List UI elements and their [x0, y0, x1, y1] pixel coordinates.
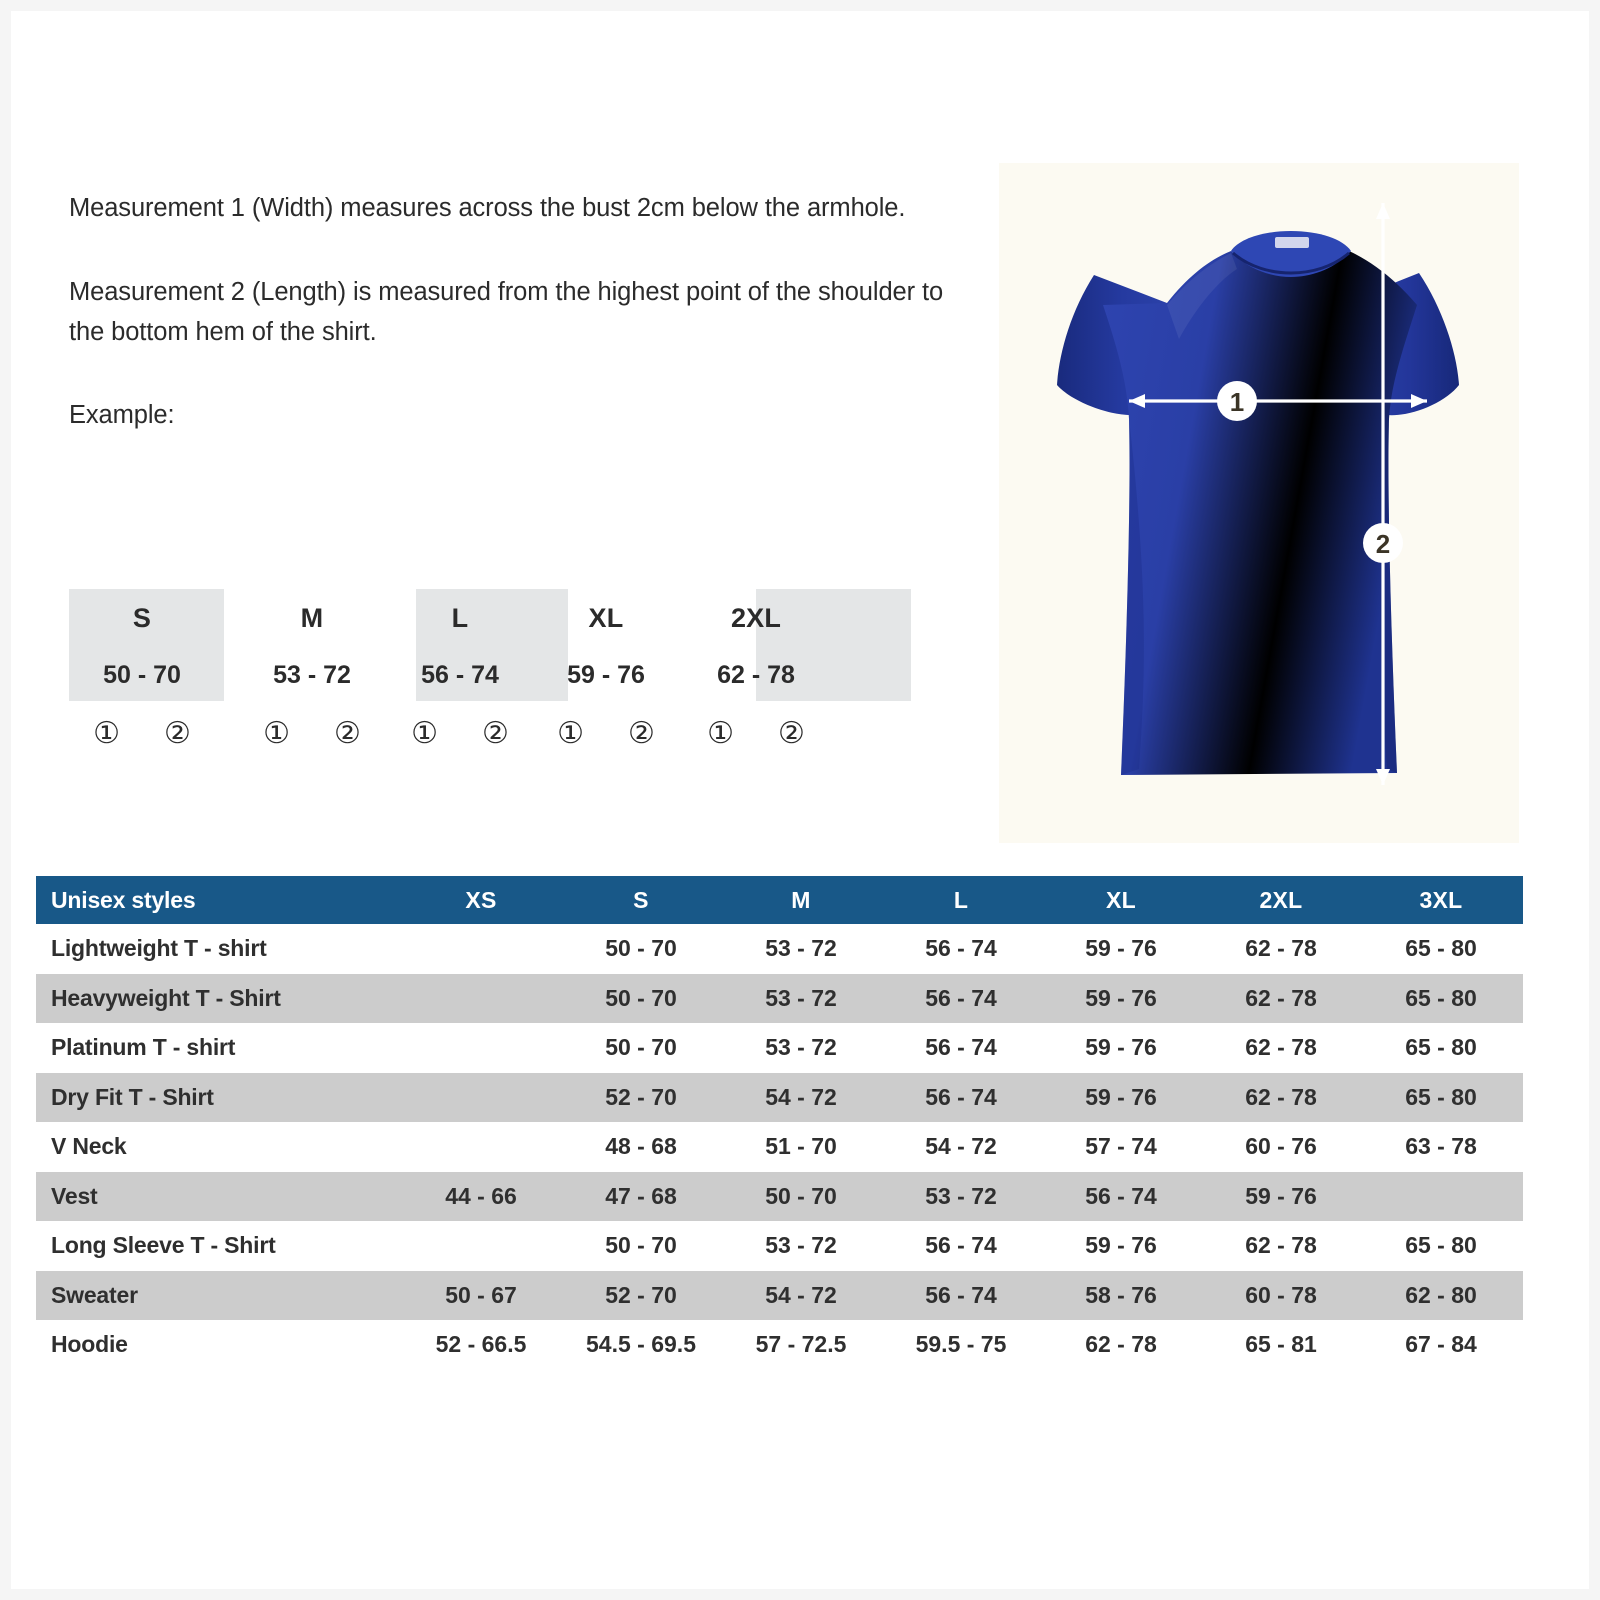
row-value-m: 57 - 72.5 [755, 1331, 847, 1358]
row-value-2xl: 62 - 78 [1245, 1083, 1317, 1110]
example-marks [239, 719, 385, 749]
row-style-name: Platinum T - shirt [51, 1034, 236, 1061]
example-marks [69, 719, 215, 749]
table-row [36, 1271, 1523, 1321]
row-value-l: 56 - 74 [925, 984, 997, 1011]
row-value-s: 50 - 70 [605, 1232, 677, 1259]
size-chart-table [36, 876, 1523, 1370]
row-value-3xl: 62 - 80 [1405, 1281, 1477, 1308]
row-value-xl: 57 - 74 [1085, 1133, 1157, 1160]
column-header-xl: XL [1106, 886, 1136, 913]
example-size-range: 53 - 72 [273, 661, 351, 689]
example-size-range: 50 - 70 [103, 661, 181, 689]
row-value-3xl: 65 - 80 [1405, 1034, 1477, 1061]
row-value-3xl: 65 - 80 [1405, 984, 1477, 1011]
measurement-1-circle-icon: ① [557, 717, 584, 750]
example-marks [533, 719, 679, 749]
table-row [36, 1320, 1523, 1370]
row-value-xs: 44 - 66 [445, 1182, 517, 1209]
row-value-xl: 62 - 78 [1085, 1331, 1157, 1358]
measurement-2-circle-icon: ② [628, 717, 655, 750]
row-style-name: Long Sleeve T - Shirt [51, 1232, 276, 1259]
example-size-label: S [132, 603, 152, 633]
example-size-range: 62 - 78 [717, 661, 795, 689]
measurement-1-circle-icon: ① [411, 717, 438, 750]
row-value-l: 56 - 74 [925, 1281, 997, 1308]
row-value-3xl: 63 - 78 [1405, 1133, 1477, 1160]
row-value-2xl: 65 - 81 [1245, 1331, 1317, 1358]
table-header-row [36, 876, 1523, 924]
row-value-s: 50 - 70 [605, 1034, 677, 1061]
row-value-xs: 52 - 66.5 [435, 1331, 527, 1358]
neck-label-icon [1275, 237, 1309, 248]
row-value-m: 54 - 72 [765, 1281, 837, 1308]
row-value-2xl: 62 - 78 [1245, 984, 1317, 1011]
row-value-3xl: 65 - 80 [1405, 1083, 1477, 1110]
example-size-label: M [300, 603, 324, 633]
example-label: Example: [69, 401, 175, 430]
row-style-name: V Neck [51, 1133, 127, 1160]
row-value-l: 56 - 74 [925, 1083, 997, 1110]
row-style-name: Sweater [51, 1281, 138, 1308]
table-row [36, 1172, 1523, 1222]
example-size-range: 56 - 74 [421, 661, 499, 689]
row-value-s: 50 - 70 [605, 984, 677, 1011]
row-value-2xl: 60 - 76 [1245, 1133, 1317, 1160]
tshirt-measurement-diagram [999, 163, 1519, 843]
table-row [36, 974, 1523, 1024]
row-value-xl: 59 - 76 [1085, 1232, 1157, 1259]
measurement-2-badge-label: 2 [1375, 529, 1391, 559]
column-header-xs: XS [465, 886, 497, 913]
example-size-range: 59 - 76 [567, 661, 645, 689]
table-row [36, 1073, 1523, 1123]
row-style-name: Hoodie [51, 1331, 128, 1358]
row-value-m: 54 - 72 [765, 1083, 837, 1110]
row-value-m: 53 - 72 [765, 1034, 837, 1061]
measurement-2-circle-icon: ② [334, 717, 361, 750]
row-value-3xl: 65 - 80 [1405, 1232, 1477, 1259]
example-size-label: XL [588, 603, 624, 633]
row-value-3xl: 65 - 80 [1405, 935, 1477, 962]
row-value-xl: 59 - 76 [1085, 1034, 1157, 1061]
row-value-s: 50 - 70 [605, 935, 677, 962]
row-value-3xl: 67 - 84 [1405, 1331, 1477, 1358]
measurement-1-badge-label: 1 [1229, 387, 1245, 417]
row-value-xs: 50 - 67 [445, 1281, 517, 1308]
row-value-xl: 59 - 76 [1085, 1083, 1157, 1110]
row-style-name: Lightweight T - shirt [51, 935, 267, 962]
example-size-label: 2XL [730, 603, 782, 633]
measurement-2-badge [1363, 523, 1403, 563]
row-value-l: 53 - 72 [925, 1182, 997, 1209]
row-style-name: Vest [51, 1182, 98, 1209]
column-header-s: S [633, 886, 649, 913]
row-style-name: Dry Fit T - Shirt [51, 1083, 214, 1110]
intro-text-block [69, 189, 949, 436]
row-value-s: 54.5 - 69.5 [586, 1331, 696, 1358]
row-value-xl: 58 - 76 [1085, 1281, 1157, 1308]
row-value-xl: 59 - 76 [1085, 935, 1157, 962]
row-value-l: 56 - 74 [925, 1232, 997, 1259]
example-marks [683, 719, 829, 749]
table-row [36, 1122, 1523, 1172]
row-value-2xl: 60 - 78 [1245, 1281, 1317, 1308]
row-value-2xl: 59 - 76 [1245, 1182, 1317, 1209]
shirt-body [1103, 251, 1417, 775]
measurement-1-badge [1217, 381, 1257, 421]
column-header-styles: Unisex styles [51, 886, 196, 913]
measurement-1-circle-icon: ① [93, 717, 120, 750]
row-value-xl: 59 - 76 [1085, 984, 1157, 1011]
row-style-name: Heavyweight T - Shirt [51, 984, 281, 1011]
measurement-2-circle-icon: ② [164, 717, 191, 750]
example-size-row [69, 589, 929, 779]
column-header-2xl: 2XL [1259, 886, 1303, 913]
column-header-m: M [791, 886, 811, 913]
column-header-l: L [953, 886, 969, 913]
row-value-s: 47 - 68 [605, 1182, 677, 1209]
row-value-2xl: 62 - 78 [1245, 935, 1317, 962]
tshirt-illustration-svg [999, 163, 1519, 843]
row-value-l: 56 - 74 [925, 935, 997, 962]
table-row [36, 1023, 1523, 1073]
row-value-s: 52 - 70 [605, 1281, 677, 1308]
row-value-m: 51 - 70 [765, 1133, 837, 1160]
row-value-m: 53 - 72 [765, 1232, 837, 1259]
row-value-2xl: 62 - 78 [1245, 1034, 1317, 1061]
measurement-1-circle-icon: ① [263, 717, 290, 750]
measurement-2-circle-icon: ② [482, 717, 509, 750]
example-size-label: L [451, 603, 469, 633]
row-value-2xl: 62 - 78 [1245, 1232, 1317, 1259]
measurement-1-circle-icon: ① [707, 717, 734, 750]
measurement-1-description: Measurement 1 (Width) measures across the bust 2cm below the armhole. [69, 194, 906, 222]
table-row [36, 924, 1523, 974]
row-value-m: 53 - 72 [765, 935, 837, 962]
row-value-xl: 56 - 74 [1085, 1182, 1157, 1209]
row-value-l: 56 - 74 [925, 1034, 997, 1061]
size-guide-card [11, 11, 1589, 1589]
row-value-l: 54 - 72 [925, 1133, 997, 1160]
measurement-2-description: Measurement 2 (Length) is measured from the highest point of the shoulder to the bottom hem of the shirt. [69, 277, 944, 346]
row-value-s: 52 - 70 [605, 1083, 677, 1110]
row-value-m: 53 - 72 [765, 984, 837, 1011]
row-value-l: 59.5 - 75 [915, 1331, 1007, 1358]
measurement-2-circle-icon: ② [778, 717, 805, 750]
example-marks [387, 719, 533, 749]
row-value-s: 48 - 68 [605, 1133, 677, 1160]
row-value-m: 50 - 70 [765, 1182, 837, 1209]
table-row [36, 1221, 1523, 1271]
column-header-3xl: 3XL [1419, 886, 1463, 913]
